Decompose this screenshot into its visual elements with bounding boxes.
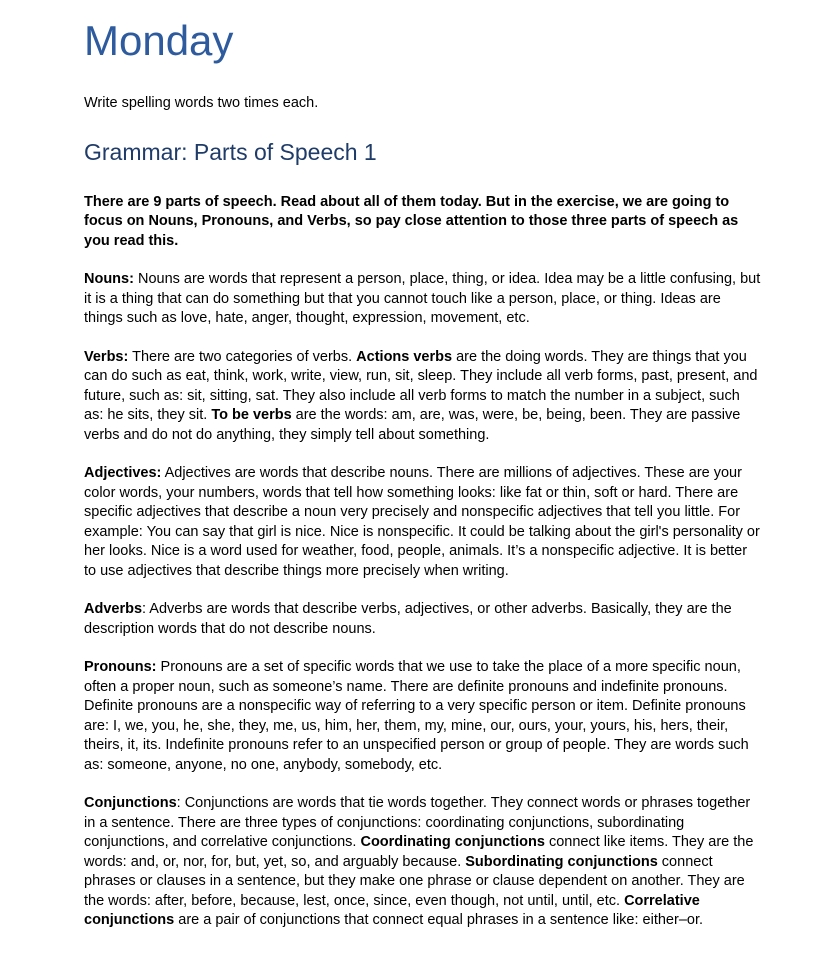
bold-run: Adjectives: <box>84 465 162 482</box>
bold-run: Adverbs <box>84 601 143 618</box>
bold-run: Conjunctions <box>84 795 177 812</box>
text-run: connect phrases or clauses in a sentence, but they make one phrase or clause dependent on another. They are the words: after, before, because, lest, once, since, even though, not until, until, etc. <box>84 853 745 909</box>
section-heading: Grammar: Parts of Speech 1 <box>84 138 377 165</box>
bold-run: Subordinating conjunctions <box>465 853 658 870</box>
text-run: Adjectives are words that describe nouns. There are millions of adjectives. These are your color words, your numbers, words that tell how something looks: like fat or thin, soft or hard. There are specific adjectives that describe a noun very precisely and nonspecific adjectives that tell you little. For example: You can say that girl is nice. Nice is nonspecific. It could be talking about the girl's personality or her looks. Nice is a word used for weather, food, people, animals. It’s a nonspecific adjective. It is better to use adjectives that describe things more precisely when writing. <box>84 465 760 579</box>
page-title: Monday <box>84 17 234 64</box>
paragraph <box>84 348 761 446</box>
bold-run: To be verbs <box>211 407 292 424</box>
paragraph <box>84 270 761 329</box>
paragraph <box>84 658 761 775</box>
text-run: are the doing words. They are things that you can do such as eat, think, work, write, view, run, sit, sleep. They include all verb forms, past, present, and future, such as: sit, sitting, sat. They also include all verb forms to match the number in a subject, such as: he sits, they sit. <box>84 348 758 424</box>
bold-run: Verbs: <box>84 348 129 365</box>
paragraph <box>84 600 761 639</box>
text-run: There are two categories of verbs. <box>128 348 357 365</box>
text-run: are the words: am, are, was, were, be, being, been. They are passive verbs and do not do anything, they simply tell about something. <box>84 407 741 443</box>
bold-run: Coordinating conjunctions <box>360 834 545 851</box>
bold-run: Pronouns: <box>84 659 157 676</box>
bold-run: There are 9 parts of speech. Read about all of them today. But in the exercise, we are going to focus on Nouns, Pronouns, and Verbs, so pay close attention to those three parts of speech as you read this. <box>84 193 739 249</box>
paragraph <box>84 794 761 931</box>
body-paragraphs <box>84 193 761 931</box>
bold-run: Actions verbs <box>356 348 453 365</box>
paragraph <box>84 193 761 252</box>
text-run: : Conjunctions are words that tie words together. They connect words or phrases together in a sentence. There are three types of conjunctions: coordinating conjunctions, subordinating conjunctions, and correlative conjunctions. <box>84 795 751 851</box>
bold-run: Nouns: <box>84 271 134 288</box>
text-run: Nouns are words that represent a person, place, thing, or idea. Idea may be a little confusing, but it is a thing that can do something but that you cannot touch like a person, place, or thing. Ideas are things such as love, hate, anger, thought, expression, movement, etc. <box>84 271 761 327</box>
paragraph <box>84 464 761 581</box>
text-run: Pronouns are a set of specific words that we use to take the place of a more specific noun, often a proper noun, such as someone’s name. There are definite pronouns and indefinite pronouns. Definite pronouns are a nonspecific way of referring to a very specific person or item. Definite pronouns are: I, we, you, he, she, they, me, us, him, her, them, my, mine, our, ours, your, yours, his, hers, their, theirs, it, its. Indefinite pronouns refer to an unspecified person or group of people. They are words such as: someone, anyone, no one, anybody, somebody, etc. <box>84 659 749 773</box>
text-run: : Adverbs are words that describe verbs, adjectives, or other adverbs. Basically, they are the description words that do not describe nouns. <box>84 601 732 637</box>
bold-run: Correlative conjunctions <box>84 892 700 929</box>
text-run: connect like items. They are the words: and, or, nor, for, but, yet, so, and arguably because. <box>84 834 754 870</box>
text-run: are a pair of conjunctions that connect equal phrases in a sentence like: either–or. <box>174 912 704 929</box>
intro-text: Write spelling words two times each. <box>84 95 319 112</box>
